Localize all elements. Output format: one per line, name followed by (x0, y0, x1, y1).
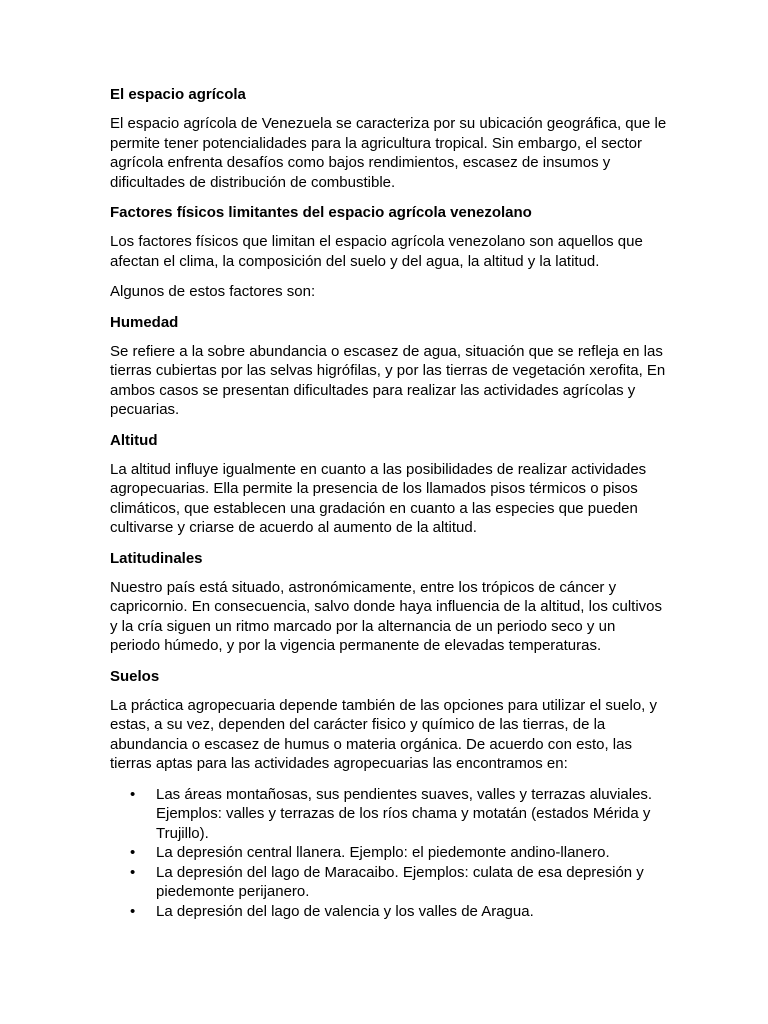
section-heading-humedad: Humedad (110, 313, 179, 331)
bullet-icon: • (130, 863, 136, 881)
section-heading-suelos: Suelos (110, 667, 160, 685)
section-heading-latitudinales: Latitudinales (110, 549, 203, 567)
list-item (110, 902, 668, 922)
bullet-icon: • (130, 902, 136, 920)
list-item-text: La depresión del lago de valencia y los valles de Aragua. (156, 902, 534, 920)
list-item-text: La depresión del lago de Maracaibo. Ejemplos: culata de esa depresión y piedemonte perijanero. (156, 863, 644, 900)
list-item (110, 863, 668, 902)
intro-paragraph: El espacio agrícola de Venezuela se caracteriza por su ubicación geográfica, que le permite tener potencialidades para la agricultura tropical. Sin embargo, el sector agrícola enfrenta desafíos como bajos rendimientos, escasez de insumos y dificultades de distribución de combustible. (110, 115, 667, 191)
bullet-icon: • (130, 785, 136, 803)
section-text-latitudinales: Nuestro país está situado, astronómicamente, entre los trópicos de cáncer y capricornio. En consecuencia, salvo donde haya influencia de la altitud, los cultivos y la cría siguen un ritmo marcado por la alternancia de un periodo seco y un periodo húmedo, y por la vigencia permanente de elevadas temperaturas. (110, 578, 662, 654)
section-text-altitud: La altitud influye igualmente en cuanto a las posibilidades de realizar actividades agropecuarias. Ella permite la presencia de los llamados pisos térmicos o pisos climáticos, que establecen una gradación en cuanto a las especies que pueden cultivarse y criarse de acuerdo al aumento de la altitud. (110, 460, 647, 536)
section-text-humedad: Se refiere a la sobre abundancia o escasez de agua, situación que se refleja en las tierras cubiertas por las selvas higrófilas, y por las tierras de vegetación xerofita, En ambos casos se presentan dificultades para realizar las actividades agrícolas y pecuarias. (110, 342, 666, 418)
list-item-text: Las áreas montañosas, sus pendientes suaves, valles y terrazas aluviales. Ejemplos: valles y terrazas de los ríos chama y motatán (estados Mérida y Trujillo). (156, 785, 653, 842)
list-item-text: La depresión central llanera. Ejemplo: el piedemonte andino-llanero. (156, 844, 610, 861)
bullet-icon: • (130, 844, 136, 861)
section-text-suelos: La práctica agropecuaria depende también de las opciones para utilizar el suelo, y estas, a su vez, dependen del carácter fisico y químico de las tierras, de la abundancia o escasez de humus o materia orgánica. De acuerdo con esto, las tierras aptas para las actividades agropecuarias las encontramos en: (110, 696, 658, 772)
factors-heading: Factores físicos limitantes del espacio agrícola venezolano (110, 204, 532, 221)
factors-intro-paragraph: Algunos de estos factores son: (110, 283, 316, 300)
factors-paragraph: Los factores físicos que limitan el espacio agrícola venezolano son aquellos que afectan el clima, la composición del suelo y del agua, la altitud y la latitud. (110, 233, 643, 270)
list-item (110, 843, 668, 863)
document-title: El espacio agrícola (110, 86, 246, 103)
list-item (110, 785, 668, 844)
section-heading-altitud: Altitud (110, 431, 158, 449)
land-list (110, 785, 668, 922)
